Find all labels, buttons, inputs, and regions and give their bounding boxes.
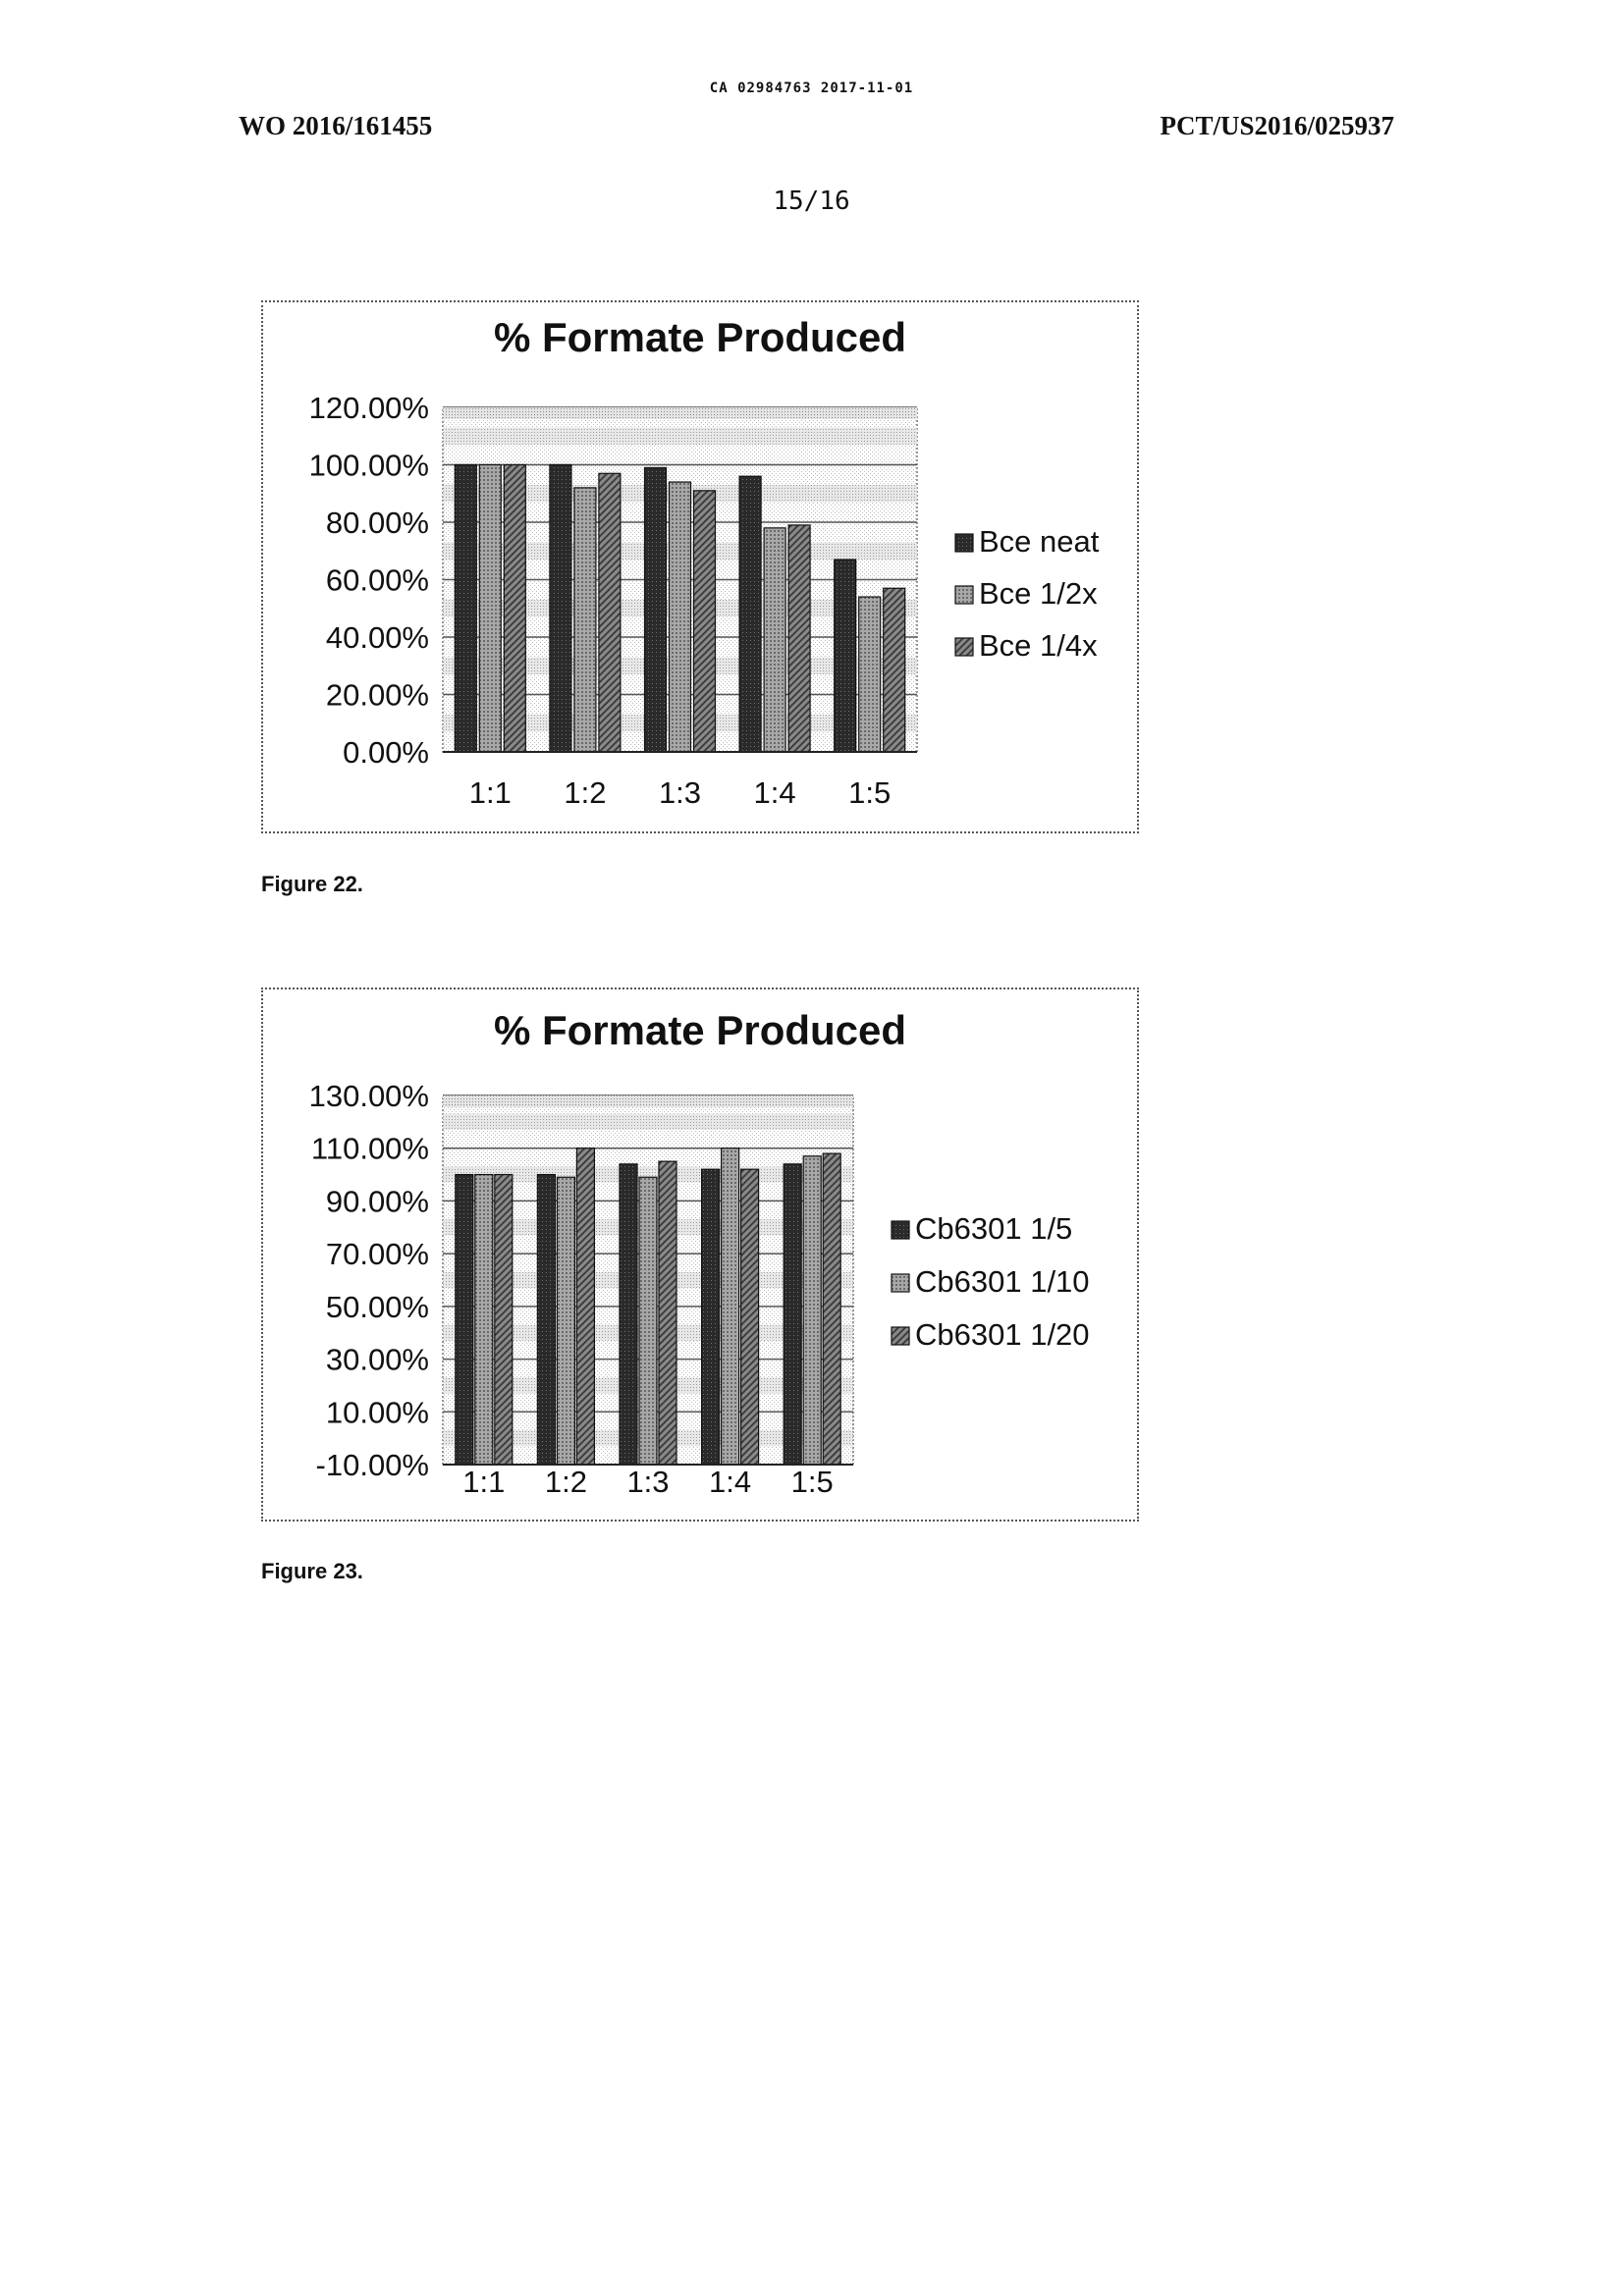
bar-cb6301-1-20-4: [741, 1169, 759, 1465]
y-tick-label: 110.00%: [310, 1131, 429, 1166]
y-tick-label: 90.00%: [325, 1184, 429, 1219]
y-tick-label: 60.00%: [325, 562, 429, 598]
legend-label: Bce 1/2x: [979, 576, 1098, 611]
legend-label: Cb6301 1/5: [915, 1211, 1073, 1246]
chart-frame-22: [261, 300, 1139, 833]
grid-band: [443, 1095, 853, 1107]
x-tick-label: 1:1: [468, 775, 512, 810]
bar-cb6301-1-10-5: [803, 1156, 821, 1465]
y-tick-label: 100.00%: [308, 448, 429, 483]
y-tick-label: 40.00%: [325, 620, 429, 655]
legend-label: Cb6301 1/10: [915, 1264, 1090, 1299]
legend-swatch: [955, 638, 973, 656]
bar-bce-neat-4: [739, 476, 761, 752]
legend-swatch: [892, 1221, 909, 1239]
bar-cb6301-1-10-3: [639, 1177, 657, 1465]
legend-swatch: [892, 1274, 909, 1292]
bar-bce-neat-3: [645, 467, 667, 752]
grid-band: [443, 427, 917, 445]
bar-cb6301-1-10-1: [475, 1175, 493, 1465]
chart-title: % Formate Produced: [493, 314, 907, 360]
legend-swatch: [892, 1327, 909, 1345]
bar-bce-neat-5: [835, 560, 856, 752]
bar-cb6301-1-5-1: [456, 1175, 473, 1465]
x-tick-label: 1:3: [626, 1465, 670, 1499]
y-tick-label: 130.00%: [308, 1079, 429, 1113]
bar-bce-1-4x-5: [884, 588, 905, 752]
bar-cb6301-1-20-3: [659, 1161, 676, 1465]
grid-band: [443, 1114, 853, 1130]
legend-label: Bce neat: [979, 524, 1100, 559]
x-tick-label: 1:5: [848, 775, 892, 810]
bar-bce-1-4x-4: [788, 525, 810, 752]
y-tick-label: -10.00%: [315, 1448, 429, 1482]
legend-label: Cb6301 1/20: [915, 1317, 1090, 1352]
legend: [955, 524, 1100, 663]
legend-swatch: [955, 586, 973, 604]
x-tick-label: 1:4: [753, 775, 796, 810]
legend: [892, 1211, 1090, 1352]
chart-23: [263, 989, 1137, 1520]
bar-cb6301-1-5-3: [620, 1164, 637, 1465]
bar-bce-1-4x-2: [599, 473, 621, 752]
y-tick-label: 10.00%: [325, 1395, 429, 1430]
y-tick-label: 30.00%: [325, 1342, 429, 1377]
document-id-stamp: CA 02984763 2017-11-01: [709, 80, 914, 96]
chart-frame-23: [261, 988, 1139, 1522]
bar-bce-1-2x-5: [859, 597, 881, 752]
x-tick-label: 1:5: [790, 1465, 834, 1499]
y-tick-label: 80.00%: [325, 506, 429, 540]
legend-swatch: [955, 534, 973, 552]
bar-bce-neat-2: [550, 465, 571, 753]
publication-number: WO 2016/161455: [239, 111, 433, 140]
bar-bce-1-4x-3: [694, 491, 716, 752]
bar-bce-1-2x-1: [479, 465, 501, 753]
x-tick-label: 1:2: [544, 1465, 587, 1499]
page-number: 15/16: [773, 187, 850, 216]
bar-cb6301-1-5-5: [784, 1164, 801, 1465]
chart-title: % Formate Produced: [493, 1007, 907, 1053]
y-tick-label: 120.00%: [308, 391, 429, 425]
bar-cb6301-1-20-1: [495, 1175, 513, 1465]
bar-cb6301-1-5-4: [702, 1169, 720, 1465]
bar-bce-neat-1: [455, 465, 476, 753]
figure-caption-22: Figure 22.: [261, 872, 363, 896]
chart-22: [263, 302, 1137, 831]
bar-bce-1-2x-2: [574, 488, 596, 752]
legend-label: Bce 1/4x: [979, 628, 1098, 663]
y-tick-label: 50.00%: [325, 1289, 429, 1324]
grid-band: [443, 407, 917, 419]
bar-bce-1-2x-4: [764, 528, 785, 752]
y-tick-label: 70.00%: [325, 1237, 429, 1272]
figure-caption-23: Figure 23.: [261, 1559, 363, 1583]
bar-cb6301-1-20-2: [576, 1148, 594, 1465]
x-tick-label: 1:1: [462, 1465, 506, 1499]
x-tick-label: 1:4: [709, 1465, 752, 1499]
bar-bce-1-4x-1: [504, 465, 525, 753]
application-number: PCT/US2016/025937: [1160, 111, 1394, 140]
bar-cb6301-1-5-2: [537, 1175, 555, 1465]
x-tick-label: 1:2: [564, 775, 607, 810]
y-tick-label: 20.00%: [325, 677, 429, 713]
bar-cb6301-1-10-4: [722, 1148, 739, 1465]
bar-bce-1-2x-3: [670, 482, 691, 752]
y-tick-label: 0.00%: [343, 735, 429, 770]
bar-cb6301-1-10-2: [557, 1177, 574, 1465]
x-tick-label: 1:3: [658, 775, 702, 810]
bar-cb6301-1-20-5: [823, 1153, 840, 1465]
